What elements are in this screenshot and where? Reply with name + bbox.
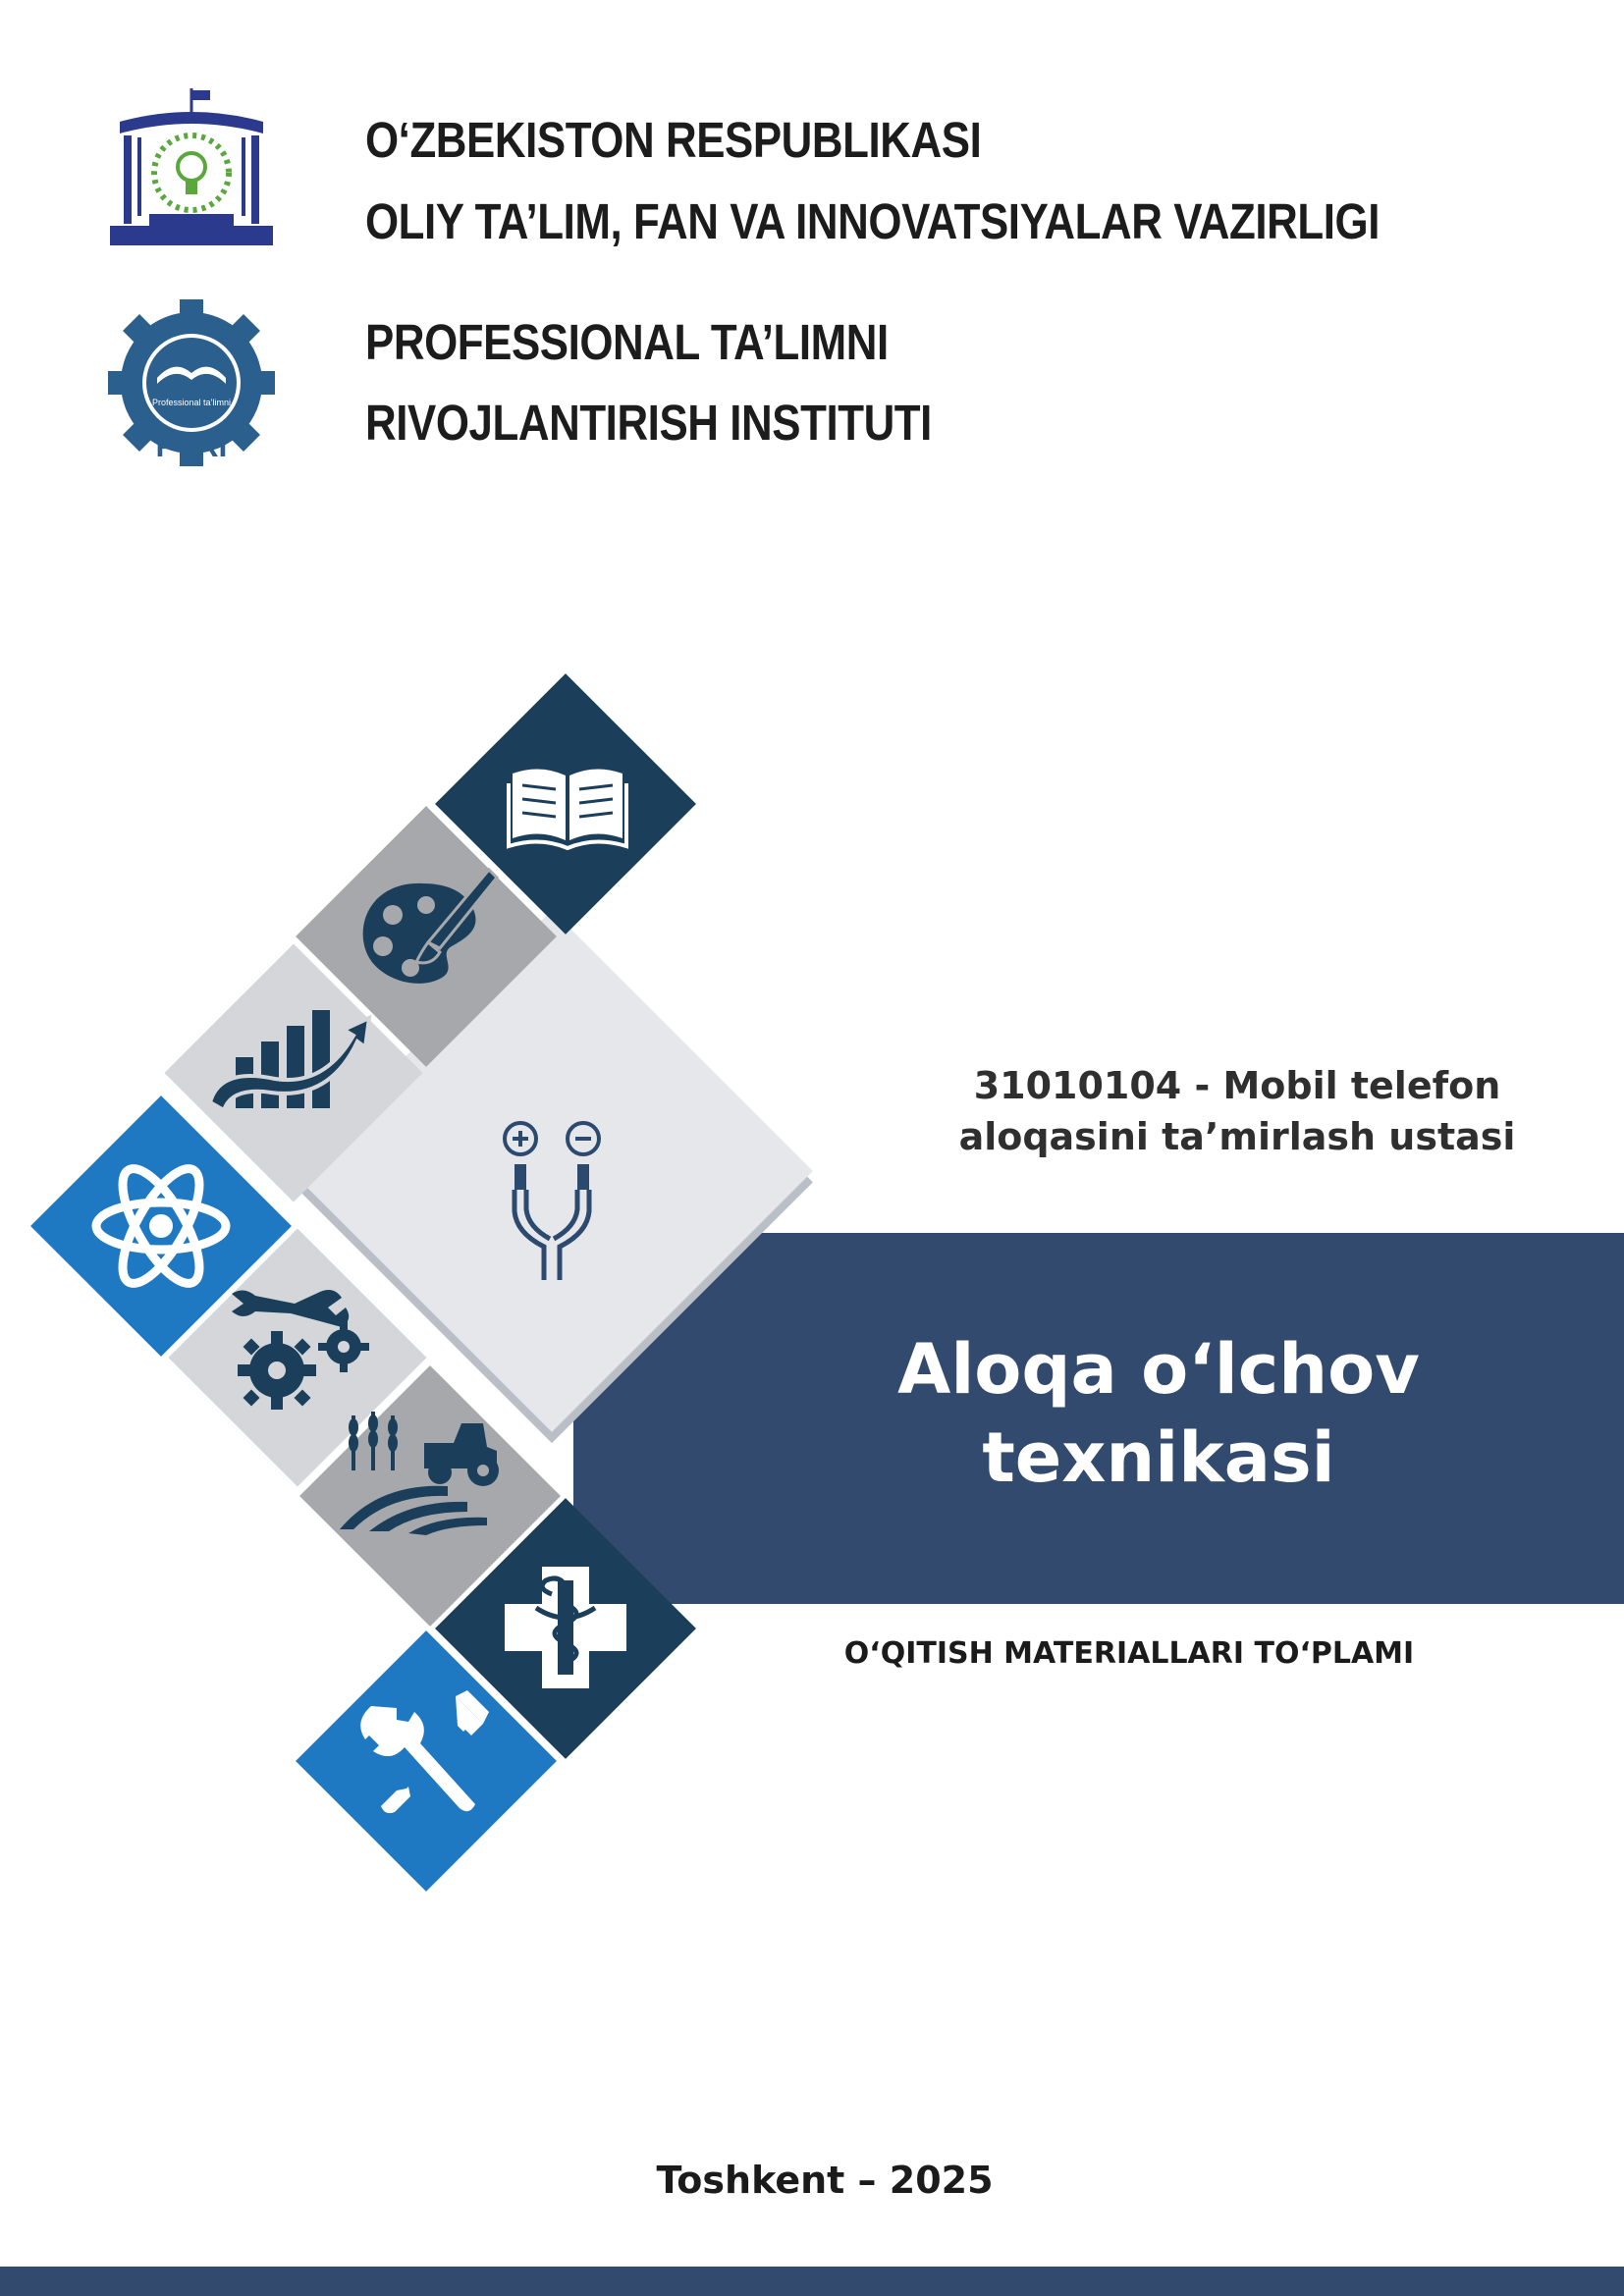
ptri-logo-text: PTRI bbox=[155, 428, 228, 463]
title-line2: texnikasi bbox=[982, 1417, 1335, 1498]
ministry-name-line2: OLIY TA’LIM, FAN VA INNOVATSIYALAR VAZIRLIGI bbox=[365, 193, 1380, 249]
ptri-logo bbox=[98, 299, 285, 466]
title-line1: Aloqa o‘lchov bbox=[897, 1329, 1420, 1410]
medical-icon bbox=[497, 1559, 634, 1696]
institute-name-line1: PROFESSIONAL TA’LIMNI bbox=[365, 314, 889, 370]
document-title bbox=[805, 1325, 1512, 1502]
specialty-line2: aloqasini ta’mirlash ustasi bbox=[958, 1115, 1516, 1158]
probes-icon bbox=[493, 1117, 611, 1284]
ministry-name-line1: O‘ZBEKISTON RESPUBLIKASI bbox=[365, 112, 982, 168]
growth-chart-icon bbox=[206, 996, 373, 1119]
city-year: Toshkent – 2025 bbox=[656, 2159, 994, 2202]
atom-icon bbox=[88, 1153, 234, 1299]
gears-icon bbox=[226, 1286, 383, 1414]
agriculture-icon bbox=[340, 1404, 507, 1536]
ptri-logo-subtext: Professional ta’limni bbox=[151, 398, 232, 407]
palette-icon bbox=[353, 864, 501, 1001]
footer-bar bbox=[0, 2267, 1624, 2296]
document-subtitle: O‘QITISH MATERIALLARI TO‘PLAMI bbox=[843, 1636, 1415, 1671]
book-icon bbox=[507, 756, 628, 854]
ministry-logo bbox=[110, 88, 273, 245]
institute-name-line2: RIVOJLANTIRISH INSTITUTI bbox=[365, 395, 932, 451]
specialty-block bbox=[923, 1060, 1551, 1162]
tools-icon bbox=[346, 1686, 503, 1834]
specialty-line1: 31010104 - Mobil telefon bbox=[973, 1064, 1501, 1107]
